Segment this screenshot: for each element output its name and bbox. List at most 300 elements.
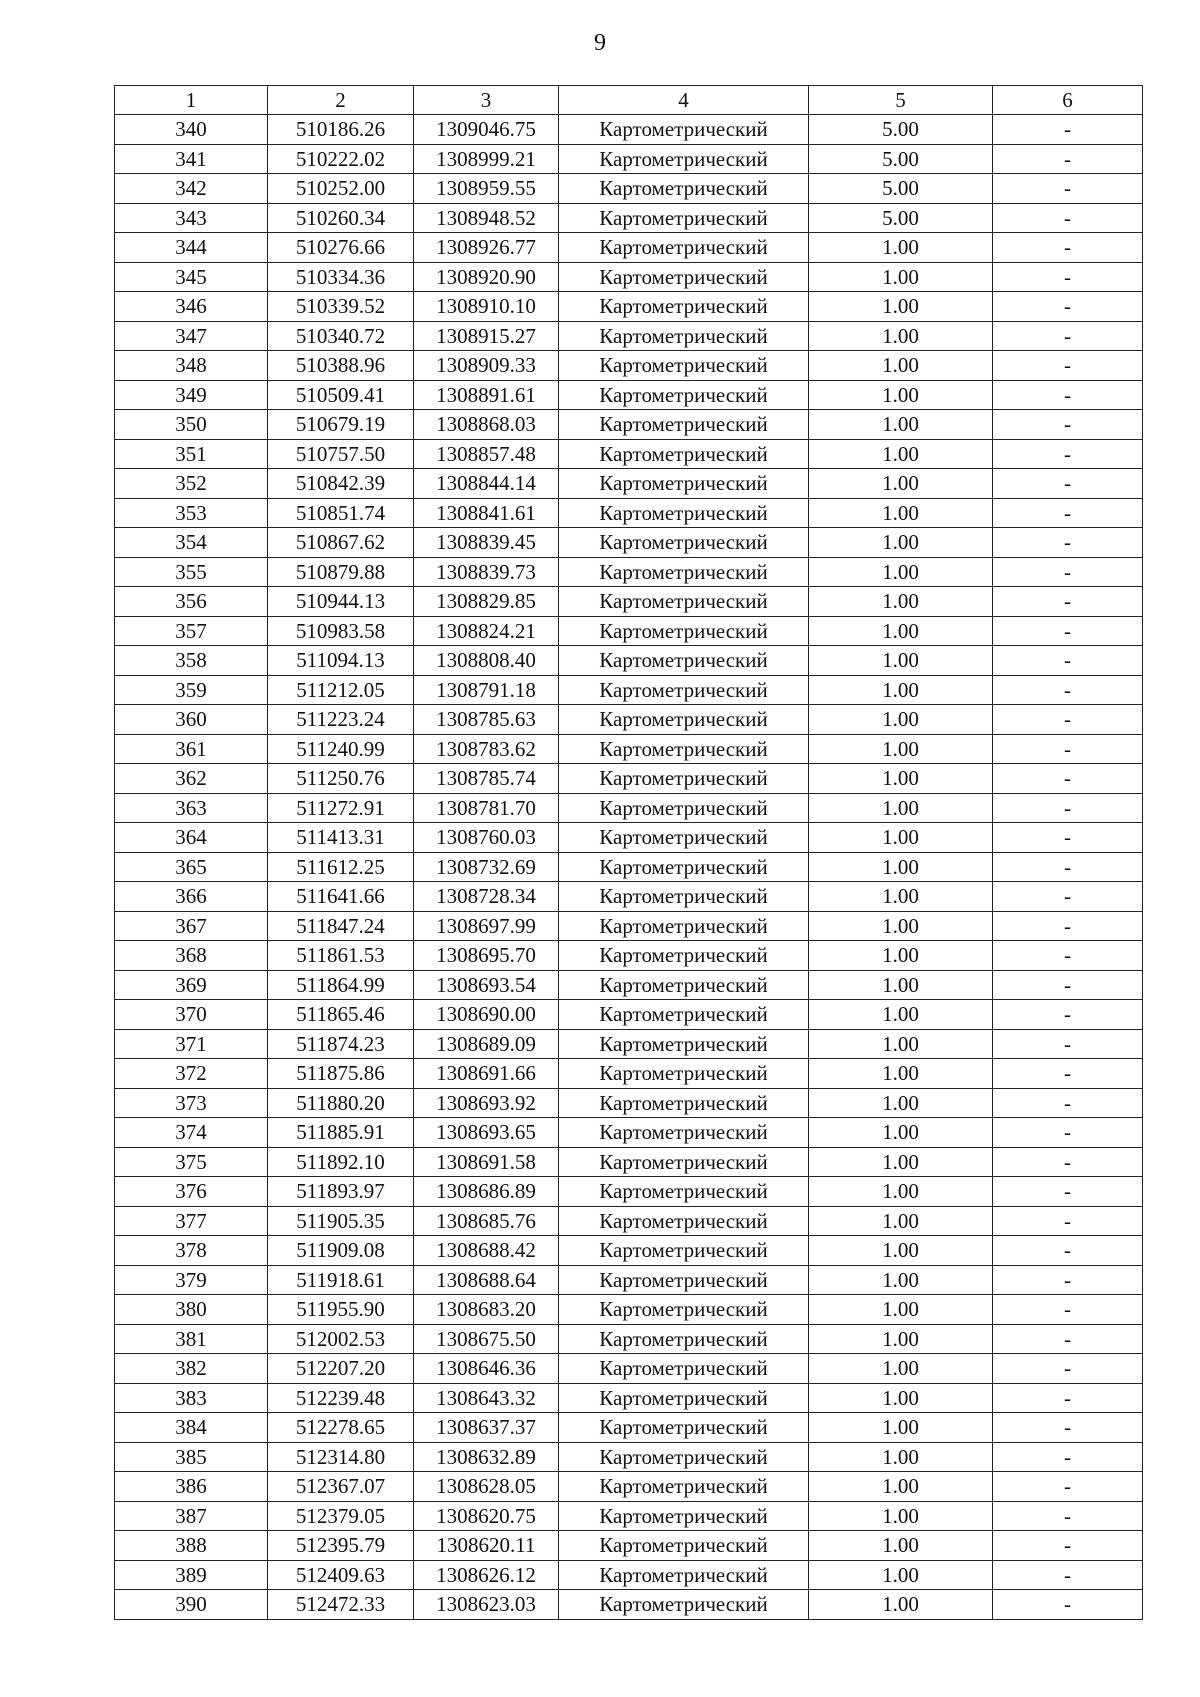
table-row: [115, 941, 1143, 971]
point-number-cell: 371: [115, 1029, 268, 1059]
table-row: [115, 1118, 1143, 1148]
accuracy-cell: 1.00: [809, 646, 993, 676]
x-coordinate-cell: 510842.39: [268, 469, 414, 499]
table-row: [115, 1295, 1143, 1325]
y-coordinate-cell: 1308868.03: [414, 410, 559, 440]
x-coordinate-cell: 511240.99: [268, 734, 414, 764]
point-number-cell: 367: [115, 911, 268, 941]
y-coordinate-cell: 1308959.55: [414, 174, 559, 204]
table-row: [115, 1472, 1143, 1502]
y-coordinate-cell: 1308808.40: [414, 646, 559, 676]
table-row: [115, 911, 1143, 941]
column-header: 5: [809, 86, 993, 115]
point-number-cell: 353: [115, 498, 268, 528]
x-coordinate-cell: 511223.24: [268, 705, 414, 735]
table-row: [115, 823, 1143, 853]
note-cell: -: [993, 1147, 1143, 1177]
x-coordinate-cell: 511892.10: [268, 1147, 414, 1177]
table-row: [115, 1324, 1143, 1354]
accuracy-cell: 1.00: [809, 1118, 993, 1148]
x-coordinate-cell: 511955.90: [268, 1295, 414, 1325]
y-coordinate-cell: 1308628.05: [414, 1472, 559, 1502]
x-coordinate-cell: 512239.48: [268, 1383, 414, 1413]
x-coordinate-cell: 511864.99: [268, 970, 414, 1000]
accuracy-cell: 1.00: [809, 675, 993, 705]
x-coordinate-cell: 512379.05: [268, 1501, 414, 1531]
table-row: [115, 970, 1143, 1000]
table-row: [115, 292, 1143, 322]
x-coordinate-cell: 511874.23: [268, 1029, 414, 1059]
method-cell: Картометрический: [559, 321, 809, 351]
point-number-cell: 365: [115, 852, 268, 882]
accuracy-cell: 1.00: [809, 1265, 993, 1295]
table-row: [115, 1088, 1143, 1118]
note-cell: -: [993, 1501, 1143, 1531]
method-cell: Картометрический: [559, 764, 809, 794]
method-cell: Картометрический: [559, 1590, 809, 1620]
y-coordinate-cell: 1308675.50: [414, 1324, 559, 1354]
note-cell: -: [993, 1088, 1143, 1118]
x-coordinate-cell: 511909.08: [268, 1236, 414, 1266]
x-coordinate-cell: 510339.52: [268, 292, 414, 322]
point-number-cell: 385: [115, 1442, 268, 1472]
y-coordinate-cell: 1308829.85: [414, 587, 559, 617]
method-cell: Картометрический: [559, 233, 809, 263]
y-coordinate-cell: 1308791.18: [414, 675, 559, 705]
method-cell: Картометрический: [559, 292, 809, 322]
method-cell: Картометрический: [559, 1029, 809, 1059]
accuracy-cell: 1.00: [809, 1177, 993, 1207]
accuracy-cell: 1.00: [809, 1236, 993, 1266]
table-row: [115, 734, 1143, 764]
point-number-cell: 381: [115, 1324, 268, 1354]
x-coordinate-cell: 510879.88: [268, 557, 414, 587]
note-cell: -: [993, 1118, 1143, 1148]
point-number-cell: 354: [115, 528, 268, 558]
note-cell: -: [993, 144, 1143, 174]
accuracy-cell: 1.00: [809, 1501, 993, 1531]
point-number-cell: 357: [115, 616, 268, 646]
y-coordinate-cell: 1308839.45: [414, 528, 559, 558]
note-cell: -: [993, 970, 1143, 1000]
table-row: [115, 1590, 1143, 1620]
x-coordinate-cell: 511212.05: [268, 675, 414, 705]
note-cell: -: [993, 1442, 1143, 1472]
accuracy-cell: 1.00: [809, 1354, 993, 1384]
accuracy-cell: 1.00: [809, 941, 993, 971]
note-cell: -: [993, 882, 1143, 912]
table-row: [115, 498, 1143, 528]
accuracy-cell: 1.00: [809, 852, 993, 882]
x-coordinate-cell: 510867.62: [268, 528, 414, 558]
y-coordinate-cell: 1308623.03: [414, 1590, 559, 1620]
point-number-cell: 378: [115, 1236, 268, 1266]
point-number-cell: 383: [115, 1383, 268, 1413]
table-row: [115, 144, 1143, 174]
accuracy-cell: 1.00: [809, 292, 993, 322]
x-coordinate-cell: 512472.33: [268, 1590, 414, 1620]
y-coordinate-cell: 1308910.10: [414, 292, 559, 322]
accuracy-cell: 1.00: [809, 1383, 993, 1413]
note-cell: -: [993, 1000, 1143, 1030]
table-row: [115, 1501, 1143, 1531]
accuracy-cell: 1.00: [809, 1029, 993, 1059]
table-row: [115, 705, 1143, 735]
table-row: [115, 115, 1143, 145]
x-coordinate-cell: 511272.91: [268, 793, 414, 823]
y-coordinate-cell: 1308688.64: [414, 1265, 559, 1295]
note-cell: -: [993, 646, 1143, 676]
method-cell: Картометрический: [559, 882, 809, 912]
method-cell: Картометрический: [559, 1000, 809, 1030]
table-row: [115, 203, 1143, 233]
note-cell: -: [993, 203, 1143, 233]
accuracy-cell: 5.00: [809, 174, 993, 204]
method-cell: Картометрический: [559, 380, 809, 410]
y-coordinate-cell: 1308620.75: [414, 1501, 559, 1531]
accuracy-cell: 1.00: [809, 1472, 993, 1502]
method-cell: Картометрический: [559, 528, 809, 558]
accuracy-cell: 1.00: [809, 793, 993, 823]
accuracy-cell: 1.00: [809, 557, 993, 587]
point-number-cell: 368: [115, 941, 268, 971]
x-coordinate-cell: 511885.91: [268, 1118, 414, 1148]
accuracy-cell: 5.00: [809, 115, 993, 145]
point-number-cell: 390: [115, 1590, 268, 1620]
y-coordinate-cell: 1308920.90: [414, 262, 559, 292]
accuracy-cell: 1.00: [809, 616, 993, 646]
point-number-cell: 379: [115, 1265, 268, 1295]
method-cell: Картометрический: [559, 1206, 809, 1236]
y-coordinate-cell: 1309046.75: [414, 115, 559, 145]
table-row: [115, 1029, 1143, 1059]
x-coordinate-cell: 510509.41: [268, 380, 414, 410]
method-cell: Картометрический: [559, 705, 809, 735]
table-row: [115, 262, 1143, 292]
method-cell: Картометрический: [559, 498, 809, 528]
accuracy-cell: 1.00: [809, 764, 993, 794]
x-coordinate-cell: 512207.20: [268, 1354, 414, 1384]
y-coordinate-cell: 1308891.61: [414, 380, 559, 410]
note-cell: -: [993, 587, 1143, 617]
point-number-cell: 342: [115, 174, 268, 204]
method-cell: Картометрический: [559, 941, 809, 971]
accuracy-cell: 1.00: [809, 970, 993, 1000]
method-cell: Картометрический: [559, 144, 809, 174]
accuracy-cell: 1.00: [809, 1147, 993, 1177]
point-number-cell: 355: [115, 557, 268, 587]
point-number-cell: 344: [115, 233, 268, 263]
method-cell: Картометрический: [559, 793, 809, 823]
note-cell: -: [993, 734, 1143, 764]
table-row: [115, 1147, 1143, 1177]
x-coordinate-cell: 511250.76: [268, 764, 414, 794]
y-coordinate-cell: 1308691.66: [414, 1059, 559, 1089]
table-row: [115, 1206, 1143, 1236]
x-coordinate-cell: 510388.96: [268, 351, 414, 381]
point-number-cell: 388: [115, 1531, 268, 1561]
table-row: [115, 410, 1143, 440]
x-coordinate-cell: 511893.97: [268, 1177, 414, 1207]
x-coordinate-cell: 510334.36: [268, 262, 414, 292]
accuracy-cell: 1.00: [809, 1560, 993, 1590]
y-coordinate-cell: 1308695.70: [414, 941, 559, 971]
point-number-cell: 370: [115, 1000, 268, 1030]
y-coordinate-cell: 1308841.61: [414, 498, 559, 528]
method-cell: Картометрический: [559, 1295, 809, 1325]
point-number-cell: 343: [115, 203, 268, 233]
x-coordinate-cell: 512314.80: [268, 1442, 414, 1472]
accuracy-cell: 1.00: [809, 1206, 993, 1236]
table-body: [115, 115, 1143, 1620]
y-coordinate-cell: 1308785.74: [414, 764, 559, 794]
y-coordinate-cell: 1308688.42: [414, 1236, 559, 1266]
accuracy-cell: 1.00: [809, 587, 993, 617]
y-coordinate-cell: 1308948.52: [414, 203, 559, 233]
method-cell: Картометрический: [559, 970, 809, 1000]
table-row: [115, 557, 1143, 587]
note-cell: -: [993, 793, 1143, 823]
x-coordinate-cell: 511094.13: [268, 646, 414, 676]
accuracy-cell: 1.00: [809, 410, 993, 440]
accuracy-cell: 1.00: [809, 911, 993, 941]
note-cell: -: [993, 557, 1143, 587]
note-cell: -: [993, 321, 1143, 351]
y-coordinate-cell: 1308637.37: [414, 1413, 559, 1443]
point-number-cell: 349: [115, 380, 268, 410]
method-cell: Картометрический: [559, 587, 809, 617]
x-coordinate-cell: 512367.07: [268, 1472, 414, 1502]
table-row: [115, 587, 1143, 617]
y-coordinate-cell: 1308646.36: [414, 1354, 559, 1384]
x-coordinate-cell: 512409.63: [268, 1560, 414, 1590]
x-coordinate-cell: 511918.61: [268, 1265, 414, 1295]
method-cell: Картометрический: [559, 1413, 809, 1443]
x-coordinate-cell: 511865.46: [268, 1000, 414, 1030]
y-coordinate-cell: 1308683.20: [414, 1295, 559, 1325]
point-number-cell: 384: [115, 1413, 268, 1443]
method-cell: Картометрический: [559, 469, 809, 499]
x-coordinate-cell: 510252.00: [268, 174, 414, 204]
method-cell: Картометрический: [559, 439, 809, 469]
method-cell: Картометрический: [559, 557, 809, 587]
point-number-cell: 373: [115, 1088, 268, 1118]
method-cell: Картометрический: [559, 1324, 809, 1354]
x-coordinate-cell: 512278.65: [268, 1413, 414, 1443]
accuracy-cell: 5.00: [809, 144, 993, 174]
y-coordinate-cell: 1308909.33: [414, 351, 559, 381]
table-row: [115, 1442, 1143, 1472]
note-cell: -: [993, 1059, 1143, 1089]
note-cell: -: [993, 941, 1143, 971]
note-cell: -: [993, 262, 1143, 292]
accuracy-cell: 1.00: [809, 1413, 993, 1443]
method-cell: Картометрический: [559, 911, 809, 941]
point-number-cell: 366: [115, 882, 268, 912]
note-cell: -: [993, 410, 1143, 440]
x-coordinate-cell: 510260.34: [268, 203, 414, 233]
note-cell: -: [993, 911, 1143, 941]
x-coordinate-cell: 510186.26: [268, 115, 414, 145]
y-coordinate-cell: 1308691.58: [414, 1147, 559, 1177]
note-cell: -: [993, 1560, 1143, 1590]
y-coordinate-cell: 1308693.65: [414, 1118, 559, 1148]
accuracy-cell: 1.00: [809, 439, 993, 469]
y-coordinate-cell: 1308632.89: [414, 1442, 559, 1472]
point-number-cell: 382: [115, 1354, 268, 1384]
point-number-cell: 350: [115, 410, 268, 440]
y-coordinate-cell: 1308781.70: [414, 793, 559, 823]
note-cell: -: [993, 1472, 1143, 1502]
table-row: [115, 793, 1143, 823]
note-cell: -: [993, 351, 1143, 381]
y-coordinate-cell: 1308728.34: [414, 882, 559, 912]
table-row: [115, 439, 1143, 469]
x-coordinate-cell: 510983.58: [268, 616, 414, 646]
x-coordinate-cell: 511612.25: [268, 852, 414, 882]
x-coordinate-cell: 510276.66: [268, 233, 414, 263]
method-cell: Картометрический: [559, 616, 809, 646]
accuracy-cell: 1.00: [809, 1324, 993, 1354]
method-cell: Картометрический: [559, 734, 809, 764]
method-cell: Картометрический: [559, 646, 809, 676]
table-header-row: [115, 86, 1143, 115]
y-coordinate-cell: 1308685.76: [414, 1206, 559, 1236]
table-row: [115, 1059, 1143, 1089]
note-cell: -: [993, 1354, 1143, 1384]
accuracy-cell: 1.00: [809, 1531, 993, 1561]
point-number-cell: 360: [115, 705, 268, 735]
point-number-cell: 361: [115, 734, 268, 764]
accuracy-cell: 1.00: [809, 1059, 993, 1089]
point-number-cell: 348: [115, 351, 268, 381]
table-row: [115, 1560, 1143, 1590]
method-cell: Картометрический: [559, 1501, 809, 1531]
y-coordinate-cell: 1308999.21: [414, 144, 559, 174]
note-cell: -: [993, 292, 1143, 322]
y-coordinate-cell: 1308690.00: [414, 1000, 559, 1030]
point-number-cell: 376: [115, 1177, 268, 1207]
note-cell: -: [993, 1324, 1143, 1354]
note-cell: -: [993, 469, 1143, 499]
table-row: [115, 469, 1143, 499]
method-cell: Картометрический: [559, 1147, 809, 1177]
y-coordinate-cell: 1308689.09: [414, 1029, 559, 1059]
point-number-cell: 340: [115, 115, 268, 145]
note-cell: -: [993, 1531, 1143, 1561]
table-row: [115, 1531, 1143, 1561]
accuracy-cell: 5.00: [809, 203, 993, 233]
accuracy-cell: 1.00: [809, 882, 993, 912]
table-row: [115, 616, 1143, 646]
method-cell: Картометрический: [559, 174, 809, 204]
y-coordinate-cell: 1308915.27: [414, 321, 559, 351]
method-cell: Картометрический: [559, 1265, 809, 1295]
note-cell: -: [993, 1590, 1143, 1620]
accuracy-cell: 1.00: [809, 233, 993, 263]
note-cell: -: [993, 498, 1143, 528]
y-coordinate-cell: 1308626.12: [414, 1560, 559, 1590]
method-cell: Картометрический: [559, 1088, 809, 1118]
method-cell: Картометрический: [559, 1118, 809, 1148]
y-coordinate-cell: 1308693.92: [414, 1088, 559, 1118]
accuracy-cell: 1.00: [809, 823, 993, 853]
table-row: [115, 1383, 1143, 1413]
method-cell: Картометрический: [559, 262, 809, 292]
y-coordinate-cell: 1308844.14: [414, 469, 559, 499]
note-cell: -: [993, 1413, 1143, 1443]
point-number-cell: 375: [115, 1147, 268, 1177]
point-number-cell: 359: [115, 675, 268, 705]
x-coordinate-cell: 511880.20: [268, 1088, 414, 1118]
table-row: [115, 1265, 1143, 1295]
y-coordinate-cell: 1308760.03: [414, 823, 559, 853]
y-coordinate-cell: 1308686.89: [414, 1177, 559, 1207]
point-number-cell: 387: [115, 1501, 268, 1531]
y-coordinate-cell: 1308839.73: [414, 557, 559, 587]
note-cell: -: [993, 1029, 1143, 1059]
table-row: [115, 233, 1143, 263]
table-row: [115, 321, 1143, 351]
y-coordinate-cell: 1308926.77: [414, 233, 559, 263]
method-cell: Картометрический: [559, 823, 809, 853]
method-cell: Картометрический: [559, 675, 809, 705]
point-number-cell: 341: [115, 144, 268, 174]
note-cell: -: [993, 1265, 1143, 1295]
table-row: [115, 1177, 1143, 1207]
table-row: [115, 1354, 1143, 1384]
y-coordinate-cell: 1308857.48: [414, 439, 559, 469]
note-cell: -: [993, 616, 1143, 646]
point-number-cell: 364: [115, 823, 268, 853]
x-coordinate-cell: 511413.31: [268, 823, 414, 853]
point-number-cell: 380: [115, 1295, 268, 1325]
coordinates-table: [114, 85, 1143, 1620]
point-number-cell: 374: [115, 1118, 268, 1148]
note-cell: -: [993, 764, 1143, 794]
method-cell: Картометрический: [559, 1059, 809, 1089]
x-coordinate-cell: 510679.19: [268, 410, 414, 440]
y-coordinate-cell: 1308643.32: [414, 1383, 559, 1413]
table-row: [115, 882, 1143, 912]
accuracy-cell: 1.00: [809, 469, 993, 499]
table-row: [115, 852, 1143, 882]
y-coordinate-cell: 1308697.99: [414, 911, 559, 941]
method-cell: Картометрический: [559, 1531, 809, 1561]
y-coordinate-cell: 1308785.63: [414, 705, 559, 735]
point-number-cell: 369: [115, 970, 268, 1000]
method-cell: Картометрический: [559, 351, 809, 381]
table-row: [115, 1413, 1143, 1443]
method-cell: Картометрический: [559, 1560, 809, 1590]
method-cell: Картометрический: [559, 115, 809, 145]
x-coordinate-cell: 511847.24: [268, 911, 414, 941]
x-coordinate-cell: 510944.13: [268, 587, 414, 617]
point-number-cell: 362: [115, 764, 268, 794]
table-row: [115, 764, 1143, 794]
y-coordinate-cell: 1308620.11: [414, 1531, 559, 1561]
note-cell: -: [993, 1236, 1143, 1266]
point-number-cell: 346: [115, 292, 268, 322]
x-coordinate-cell: 510222.02: [268, 144, 414, 174]
x-coordinate-cell: 511861.53: [268, 941, 414, 971]
column-header: 6: [993, 86, 1143, 115]
accuracy-cell: 1.00: [809, 1442, 993, 1472]
table-row: [115, 380, 1143, 410]
column-header: 4: [559, 86, 809, 115]
x-coordinate-cell: 511875.86: [268, 1059, 414, 1089]
note-cell: -: [993, 233, 1143, 263]
